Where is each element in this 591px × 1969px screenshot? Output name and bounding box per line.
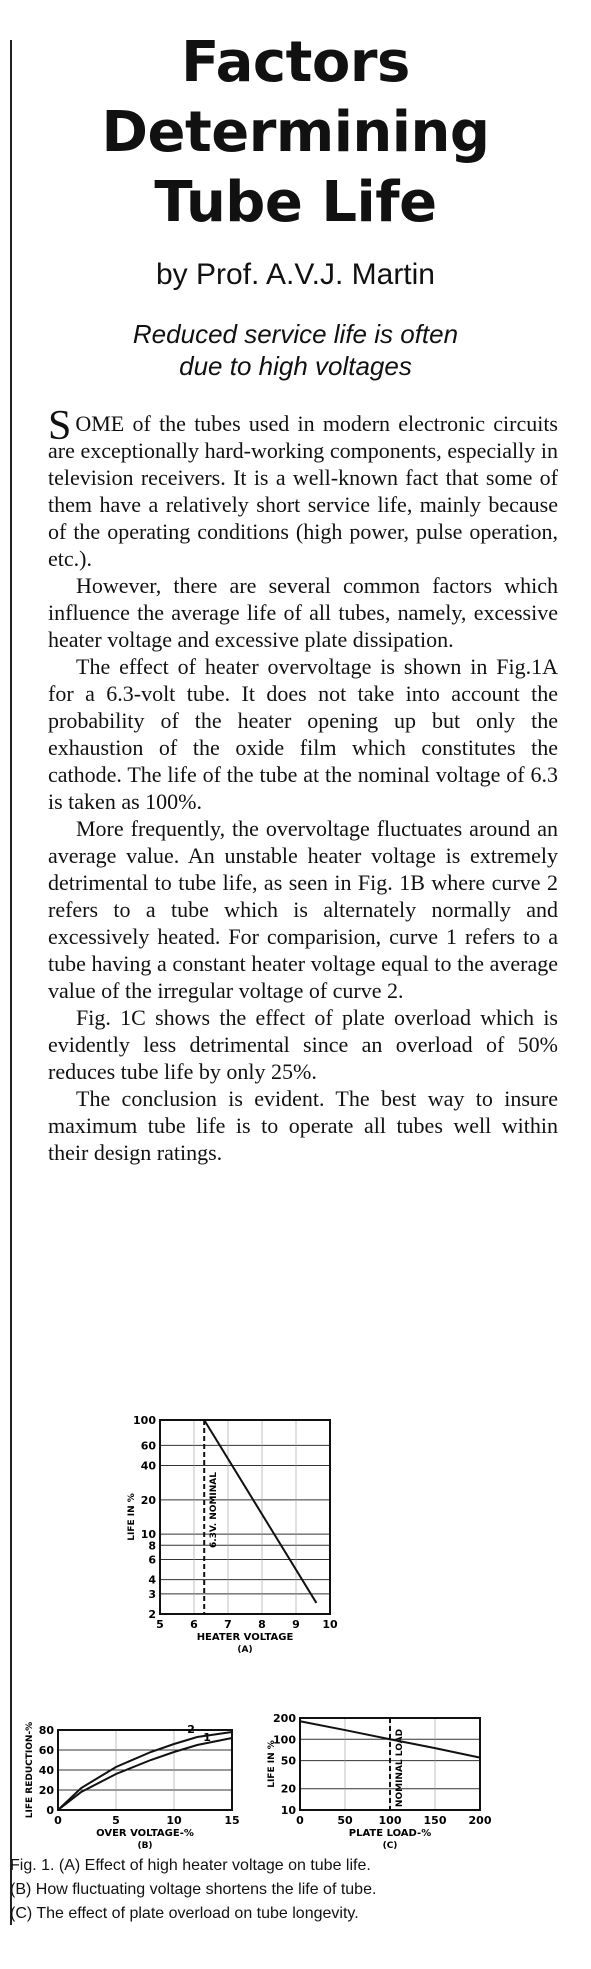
chart-a-series-line (204, 1420, 316, 1603)
chart-c-x-tick-label: 200 (468, 1814, 492, 1827)
chart-c-x-tick-label: 0 (296, 1814, 304, 1827)
chart-b-y-tick-label: 0 (46, 1804, 54, 1817)
chart-c-y-axis-title: LIFE IN % (267, 1740, 277, 1788)
paragraph: However, there are several common factors which influence the average life of all tubes, namely, excessive heater voltage and excessive plate dissipation. (48, 573, 558, 652)
chart-c-x-axis-title: PLATE LOAD-% (348, 1828, 432, 1839)
chart-a-y-tick-label: 40 (140, 1459, 156, 1473)
paragraph: Fig. 1C shows the effect of plate overload which is evidently less detrimental since an overload of 50% reduces tube life by only 25%. (48, 1005, 558, 1084)
figure-caption (10, 1854, 580, 1926)
chart-b-series-label: 2 (187, 1723, 195, 1736)
chart-b-y-tick-label: 20 (38, 1784, 54, 1797)
chart-a-x-axis-title: HEATER VOLTAGE (196, 1632, 294, 1643)
paragraph: The conclusion is evident. The best way to insure maximum tube life is to operate all tubes well within their design ratings. (48, 1086, 558, 1165)
chart-a-x-tick-label: 7 (224, 1618, 232, 1631)
caption-line: (C) The effect of plate overload on tube longevity. (10, 1905, 359, 1922)
subheading-line: Reduced service life is often (132, 319, 459, 349)
chart-a-y-tick-label: 2 (148, 1608, 156, 1621)
chart-c-x-tick-label: 150 (423, 1814, 447, 1827)
chart-b-x-tick-label: 10 (166, 1814, 182, 1827)
chart-c-y-tick-label: 20 (280, 1782, 296, 1796)
caption-line: (B) How fluctuating voltage shortens the life of tube. (10, 1881, 377, 1898)
chart-a-y-tick-label: 4 (148, 1573, 156, 1587)
subheading-line: due to high voltages (179, 351, 412, 381)
subheading (0, 318, 591, 382)
chart-a-y-tick-label: 6 (148, 1553, 156, 1567)
chart-a-y-tick-label: 8 (148, 1539, 156, 1553)
chart-b-x-axis-title: OVER VOLTAGE-% (96, 1828, 194, 1839)
chart-c-series-line (300, 1721, 480, 1757)
chart-c-frame (300, 1718, 480, 1810)
chart-b-series-line (58, 1738, 232, 1810)
chart-a-y-tick-label: 3 (148, 1587, 156, 1601)
chart-a-y-axis-title: LIFE IN % (127, 1493, 137, 1541)
chart-a-y-tick-label: 20 (140, 1493, 156, 1507)
chart-b-x-tick-label: 5 (112, 1814, 120, 1827)
chart-a-x-tick-label: 5 (156, 1618, 164, 1631)
chart-a-y-tick-label: 60 (140, 1439, 156, 1453)
chart-c-y-tick-label: 10 (280, 1804, 296, 1817)
chart-b-y-tick-label: 60 (38, 1744, 54, 1757)
chart-a-x-tick-label: 6 (190, 1618, 198, 1631)
chart-b-x-tick-label: 0 (54, 1814, 62, 1827)
chart-c-panel-label: (C) (382, 1841, 398, 1851)
drop-cap: S (48, 403, 72, 449)
paragraph: The effect of heater overvoltage is shown in Fig.1A for a 6.3-volt tube. It does not take into account the probability of the heater opening up but only the exhaustion of the oxide film which constitutes the cathode. The life of the tube at the nominal voltage of 6.3 is taken as 100%. (48, 654, 558, 814)
chart-b-y-tick-label: 80 (38, 1724, 54, 1737)
chart-a-x-tick-label: 8 (258, 1618, 266, 1631)
chart-c-y-tick-label: 100 (273, 1733, 296, 1747)
chart-b-frame (58, 1730, 232, 1810)
chart-b-panel-label: (B) (137, 1841, 153, 1851)
chart-c-x-tick-label: 100 (378, 1814, 402, 1827)
chart-b-y-tick-label: 40 (38, 1764, 54, 1777)
chart-b-series-label: 1 (203, 1731, 211, 1744)
chart-c-nominal-annotation: NOMINAL LOAD (395, 1728, 405, 1808)
paragraph-text: OME of the tubes used in modern electronic circuits are exceptionally hard-working components, especially in television receivers. It is a well-known fact that some of them have a relatively short service life, mainly because of the operating conditions (high power, pulse operation, etc.). (48, 411, 558, 571)
paragraph: More frequently, the overvoltage fluctuates around an average value. An unstable heater voltage is extremely detrimental to tube life, as seen in Fig. 1B where curve 2 refers to a tube which is alternately normally and excessively heated. For comparision, curve 1 refers to a tube having a constant heater voltage equal to the average value of the irregular voltage of curve 2. (48, 816, 558, 1003)
paragraph (48, 403, 558, 572)
chart-a-x-tick-label: 10 (322, 1618, 338, 1631)
article-body (48, 403, 558, 1166)
chart-b-y-axis-title: LIFE REDUCTION-% (25, 1721, 35, 1819)
chart-a-y-tick-label: 10 (140, 1528, 156, 1542)
title-line: Factors (181, 30, 410, 95)
article-title (0, 28, 591, 238)
chart-c-y-tick-label: 50 (280, 1754, 296, 1768)
byline: by Prof. A.V.J. Martin (155, 258, 435, 291)
chart-a-panel-label: (A) (237, 1645, 253, 1655)
title-line: Tube Life (154, 170, 437, 235)
chart-b-series-line (58, 1732, 232, 1810)
caption-line: Fig. 1. (A) Effect of high heater voltage on tube life. (10, 1857, 371, 1874)
chart-b-x-tick-label: 15 (224, 1814, 240, 1827)
chart-a-frame (160, 1420, 330, 1614)
title-line: Determining (101, 100, 490, 165)
chart-a-y-tick-label: 100 (133, 1414, 156, 1427)
chart-c-x-tick-label: 50 (337, 1814, 353, 1827)
chart-a-x-tick-label: 9 (292, 1618, 300, 1631)
chart-c-y-tick-label: 200 (273, 1712, 296, 1725)
chart-a-nominal-annotation: 6.3V. NOMINAL (209, 1471, 220, 1549)
